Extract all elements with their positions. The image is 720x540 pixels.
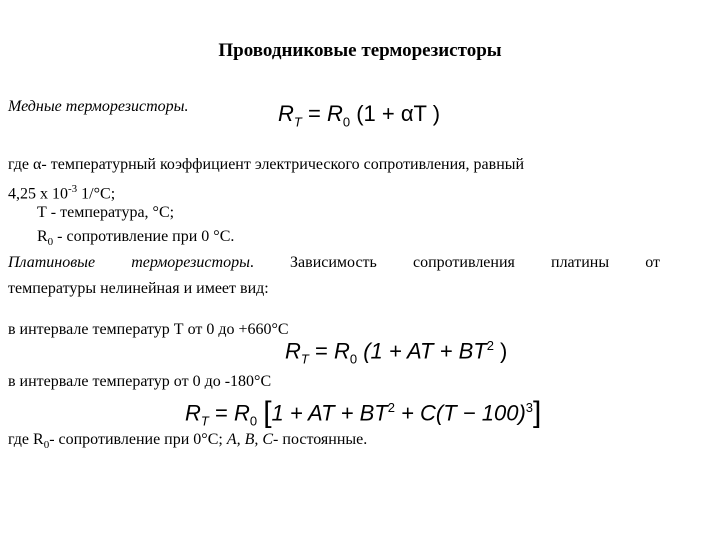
- formula-eq: =: [314, 338, 328, 364]
- platinum-text1: . Зависимость сопротивления платины от: [249, 254, 661, 271]
- formula-r0: R: [326, 101, 343, 126]
- footer-text: - сопротивление при 0°С;: [49, 431, 227, 448]
- formula-body: (1 + AT + BT: [363, 338, 487, 364]
- platinum-label: Платиновые терморезисторы: [8, 254, 250, 271]
- alpha-value: 4,25 х 10: [8, 185, 68, 203]
- slide-title: Проводниковые терморезисторы: [218, 40, 502, 61]
- formula-mid: + C(T − 100): [394, 400, 526, 426]
- formula-lhs: R: [185, 400, 201, 426]
- alpha-unit: 1/°С;: [77, 185, 116, 203]
- formula-lhs-sub: T: [300, 351, 309, 367]
- formula-r0: R: [233, 400, 250, 426]
- formula-close: ): [493, 338, 508, 364]
- formula-exp: 2: [387, 400, 395, 415]
- platinum-line2: температуры нелинейная и имеет вид:: [8, 280, 269, 297]
- formula-exp2: 3: [525, 400, 534, 415]
- r0-prefix: R: [37, 228, 48, 245]
- formula-eq: =: [307, 101, 321, 126]
- alpha-line: где α- температурный коэффициент электрического сопротивления, равный: [8, 156, 525, 173]
- footer-sub: 0: [43, 439, 50, 452]
- alpha-exp: -3: [68, 183, 78, 195]
- r0-sub: 0: [47, 236, 54, 249]
- formula-lhs: R: [285, 338, 301, 364]
- footer-prefix: где R: [8, 431, 44, 448]
- formula-r0-sub: 0: [342, 114, 351, 130]
- footer-line: [8, 430, 367, 455]
- formula-lhs: R: [278, 101, 294, 126]
- formula-exp: 2: [486, 338, 494, 353]
- formula-r0: R: [333, 338, 350, 364]
- formula-r0-sub: 0: [349, 351, 358, 367]
- bracket-open: [: [263, 396, 272, 430]
- platinum-line: [8, 253, 660, 273]
- footer-consts: А, В, С: [226, 431, 274, 448]
- r0-text: - сопротивление при 0 °С.: [53, 228, 235, 245]
- formula-body: (1 + αT ): [356, 101, 441, 126]
- copper-formula: [278, 101, 440, 135]
- formula-lhs-sub: T: [293, 114, 302, 130]
- range2-formula: [185, 395, 541, 435]
- formula-body: 1 + AT + BT: [271, 400, 388, 426]
- formula-r0-sub: 0: [249, 413, 258, 429]
- range2-text: в интервале температур от 0 до -180°С: [8, 373, 272, 390]
- r0-line: [37, 227, 234, 252]
- footer-suffix: - постоянные.: [273, 431, 368, 448]
- range1-text: в интервале температур Т от 0 до +660°С: [8, 321, 289, 338]
- alpha-value-line: [8, 179, 115, 204]
- bracket-close: ]: [533, 396, 542, 430]
- copper-label: Медные терморезисторы.: [8, 98, 189, 115]
- t-line: Т - температура, °С;: [37, 204, 175, 221]
- range1-formula: [285, 333, 507, 373]
- formula-eq: =: [214, 400, 228, 426]
- formula-lhs-sub: T: [200, 413, 209, 429]
